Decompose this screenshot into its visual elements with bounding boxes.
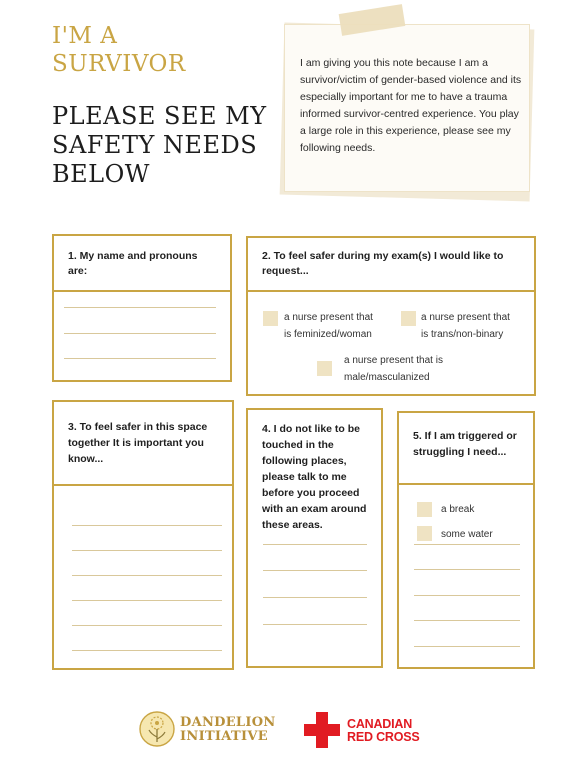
canadian-red-cross-logo: CANADIAN RED CROSS [347, 717, 420, 744]
section-heading: 3. To feel safer in this space together It is important you know... [68, 421, 208, 465]
option-water: some water [441, 529, 493, 540]
write-line[interactable] [414, 569, 520, 570]
write-line[interactable] [263, 544, 367, 545]
write-line[interactable] [414, 620, 520, 621]
section-heading: 2. To feel safer during my exam(s) I would like to request... [262, 250, 504, 277]
section-important-know [52, 400, 234, 670]
checkbox-water[interactable] [417, 526, 432, 541]
section-name-pronouns [52, 234, 232, 382]
section-heading: 5. If I am triggered or struggling I need... [413, 430, 517, 458]
write-line[interactable] [263, 597, 367, 598]
section-heading: 1. My name and pronouns are: [68, 250, 198, 277]
checkbox-nurse-woman[interactable] [263, 311, 278, 326]
write-line[interactable] [72, 600, 222, 601]
checkbox-nurse-male[interactable] [317, 361, 332, 376]
write-line[interactable] [72, 650, 222, 651]
write-line[interactable] [72, 525, 222, 526]
option-break: a break [441, 504, 475, 515]
write-line[interactable] [263, 624, 367, 625]
red-cross-icon [304, 712, 340, 748]
write-line[interactable] [414, 595, 520, 596]
option-nurse-woman: a nurse present that is feminized/woman [284, 312, 373, 340]
title-survivor: I'M A SURVIVOR [52, 23, 186, 77]
option-nurse-trans: a nurse present that is trans/non-binary [421, 312, 510, 340]
write-line[interactable] [72, 550, 222, 551]
write-line[interactable] [72, 575, 222, 576]
note-text: I am giving you this note because I am a survivor/victim of gender-based violence and its especially important for me to have a trauma informed survivor-centred experience. You play a large role in this experience, please see my following needs. [300, 57, 522, 154]
section-heading: 4. I do not like to be touched in the following places, please talk to me before you proceed with an exam around these areas. [262, 423, 367, 531]
page-title: PLEASE SEE MY SAFETY NEEDS BELOW [52, 102, 267, 188]
write-line[interactable] [72, 625, 222, 626]
option-nurse-male: a nurse present that is male/masculanized [344, 355, 443, 383]
write-line[interactable] [64, 307, 216, 308]
write-line[interactable] [414, 544, 520, 545]
write-line[interactable] [64, 333, 216, 334]
write-line[interactable] [64, 358, 216, 359]
section-touch-places [246, 408, 383, 668]
write-line[interactable] [414, 646, 520, 647]
write-line[interactable] [263, 570, 367, 571]
dandelion-logo-icon [138, 710, 176, 748]
checkbox-nurse-trans[interactable] [401, 311, 416, 326]
dandelion-initiative-logo: DANDELION INITIATIVE [180, 715, 276, 744]
checkbox-break[interactable] [417, 502, 432, 517]
